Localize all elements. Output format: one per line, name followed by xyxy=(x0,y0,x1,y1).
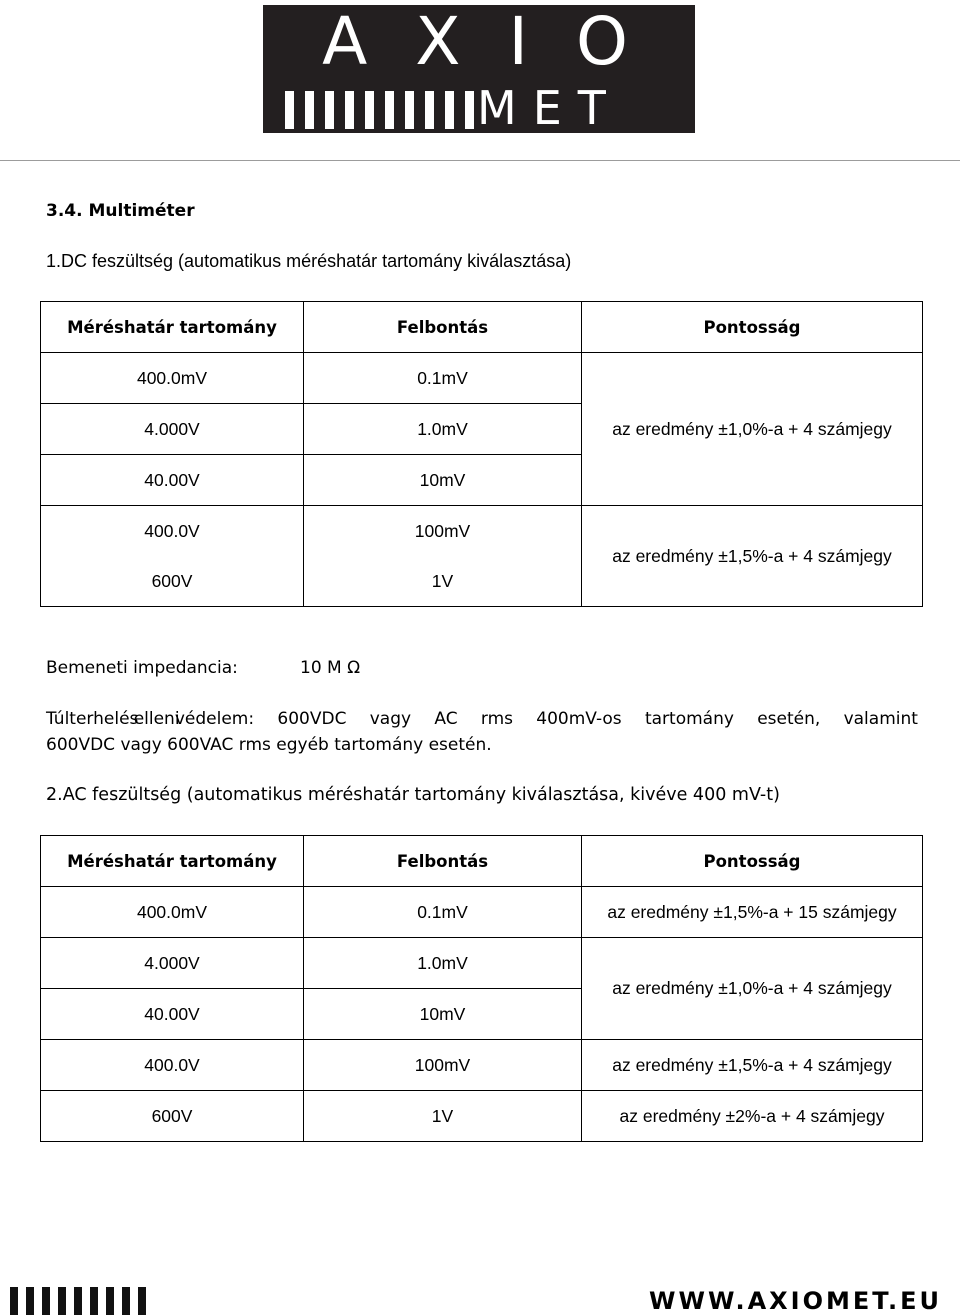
range-cell: 4.000V xyxy=(41,938,304,989)
accuracy-cell: az eredmény ±1,5%-a + 4 számjegy xyxy=(582,506,923,607)
ac-heading: 2.AC feszültség (automatikus méréshatár tartomány kiválasztása, kivéve 400 mV-t) xyxy=(46,785,780,805)
table-row xyxy=(41,353,923,404)
table-row xyxy=(41,1040,923,1091)
column-header-resolution: Felbontás xyxy=(304,836,582,887)
overload-word: vagy xyxy=(369,709,412,729)
overload-word: 400mV-os xyxy=(536,709,622,729)
range-cell: 400.0mV xyxy=(41,887,304,938)
overload-word: AC xyxy=(434,709,458,729)
resolution-cell: 1V xyxy=(304,556,582,607)
accuracy-cell: az eredmény ±1,0%-a + 4 számjegy xyxy=(582,353,923,506)
overload-word: 600VDC xyxy=(277,709,347,729)
resolution-cell: 1.0mV xyxy=(304,404,582,455)
accuracy-cell: az eredmény ±2%-a + 4 számjegy xyxy=(582,1091,923,1142)
resolution-cell: 100mV xyxy=(304,506,582,557)
logo-barcode-icon xyxy=(285,91,475,129)
section-title: 3.4. Multiméter xyxy=(46,201,195,221)
overload-line-1 xyxy=(46,709,918,729)
range-cell: 40.00V xyxy=(41,455,304,506)
overload-word: esetén, xyxy=(757,709,821,729)
range-cell: 600V xyxy=(41,556,304,607)
table-row xyxy=(41,1091,923,1142)
overload-word: tartomány xyxy=(644,709,734,729)
table-header-row xyxy=(41,836,923,887)
resolution-cell: 1.0mV xyxy=(304,938,582,989)
range-cell: 400.0mV xyxy=(41,353,304,404)
overload-word: Túlterhelés xyxy=(46,709,139,729)
table-header-row xyxy=(41,302,923,353)
footer-barcode-icon xyxy=(10,1287,160,1315)
logo-top-text: AXIO xyxy=(322,3,676,80)
range-cell: 40.00V xyxy=(41,989,304,1040)
range-cell: 400.0V xyxy=(41,1040,304,1091)
impedance-value: 10 M Ω xyxy=(300,658,361,678)
resolution-cell: 0.1mV xyxy=(304,353,582,404)
resolution-cell: 100mV xyxy=(304,1040,582,1091)
overload-line-2: 600VDC vagy 600VAC rms egyéb tartomány esetén. xyxy=(46,735,492,755)
column-header-range: Méréshatár tartomány xyxy=(41,302,304,353)
range-cell: 400.0V xyxy=(41,506,304,557)
dc-heading: 1.DC feszültség (automatikus méréshatár tartomány kiválasztása) xyxy=(46,251,572,271)
resolution-cell: 10mV xyxy=(304,989,582,1040)
table-row xyxy=(41,938,923,989)
resolution-cell: 1V xyxy=(304,1091,582,1142)
column-header-accuracy: Pontosság xyxy=(582,302,923,353)
column-header-range: Méréshatár tartomány xyxy=(41,836,304,887)
column-header-resolution: Felbontás xyxy=(304,302,582,353)
header-divider xyxy=(0,160,960,161)
overload-word: védelem: xyxy=(174,709,255,729)
overload-word: rms xyxy=(480,709,513,729)
column-header-accuracy: Pontosság xyxy=(582,836,923,887)
axiomet-logo xyxy=(263,5,695,133)
dc-spec-table xyxy=(40,301,923,607)
overload-word: elleni xyxy=(133,709,180,729)
resolution-cell: 0.1mV xyxy=(304,887,582,938)
range-cell: 4.000V xyxy=(41,404,304,455)
accuracy-cell: az eredmény ±1,5%-a + 15 számjegy xyxy=(582,887,923,938)
ac-spec-table xyxy=(40,835,923,1142)
overload-word: valamint xyxy=(843,709,918,729)
accuracy-cell: az eredmény ±1,0%-a + 4 számjegy xyxy=(582,938,923,1040)
table-row xyxy=(41,887,923,938)
footer-url: WWW.AXIOMET.EU xyxy=(649,1287,942,1315)
accuracy-cell: az eredmény ±1,5%-a + 4 számjegy xyxy=(582,1040,923,1091)
range-cell: 600V xyxy=(41,1091,304,1142)
impedance-label: Bemeneti impedancia: xyxy=(46,658,238,678)
table-row xyxy=(41,506,923,557)
resolution-cell: 10mV xyxy=(304,455,582,506)
logo-bottom-text: MET xyxy=(477,81,622,135)
